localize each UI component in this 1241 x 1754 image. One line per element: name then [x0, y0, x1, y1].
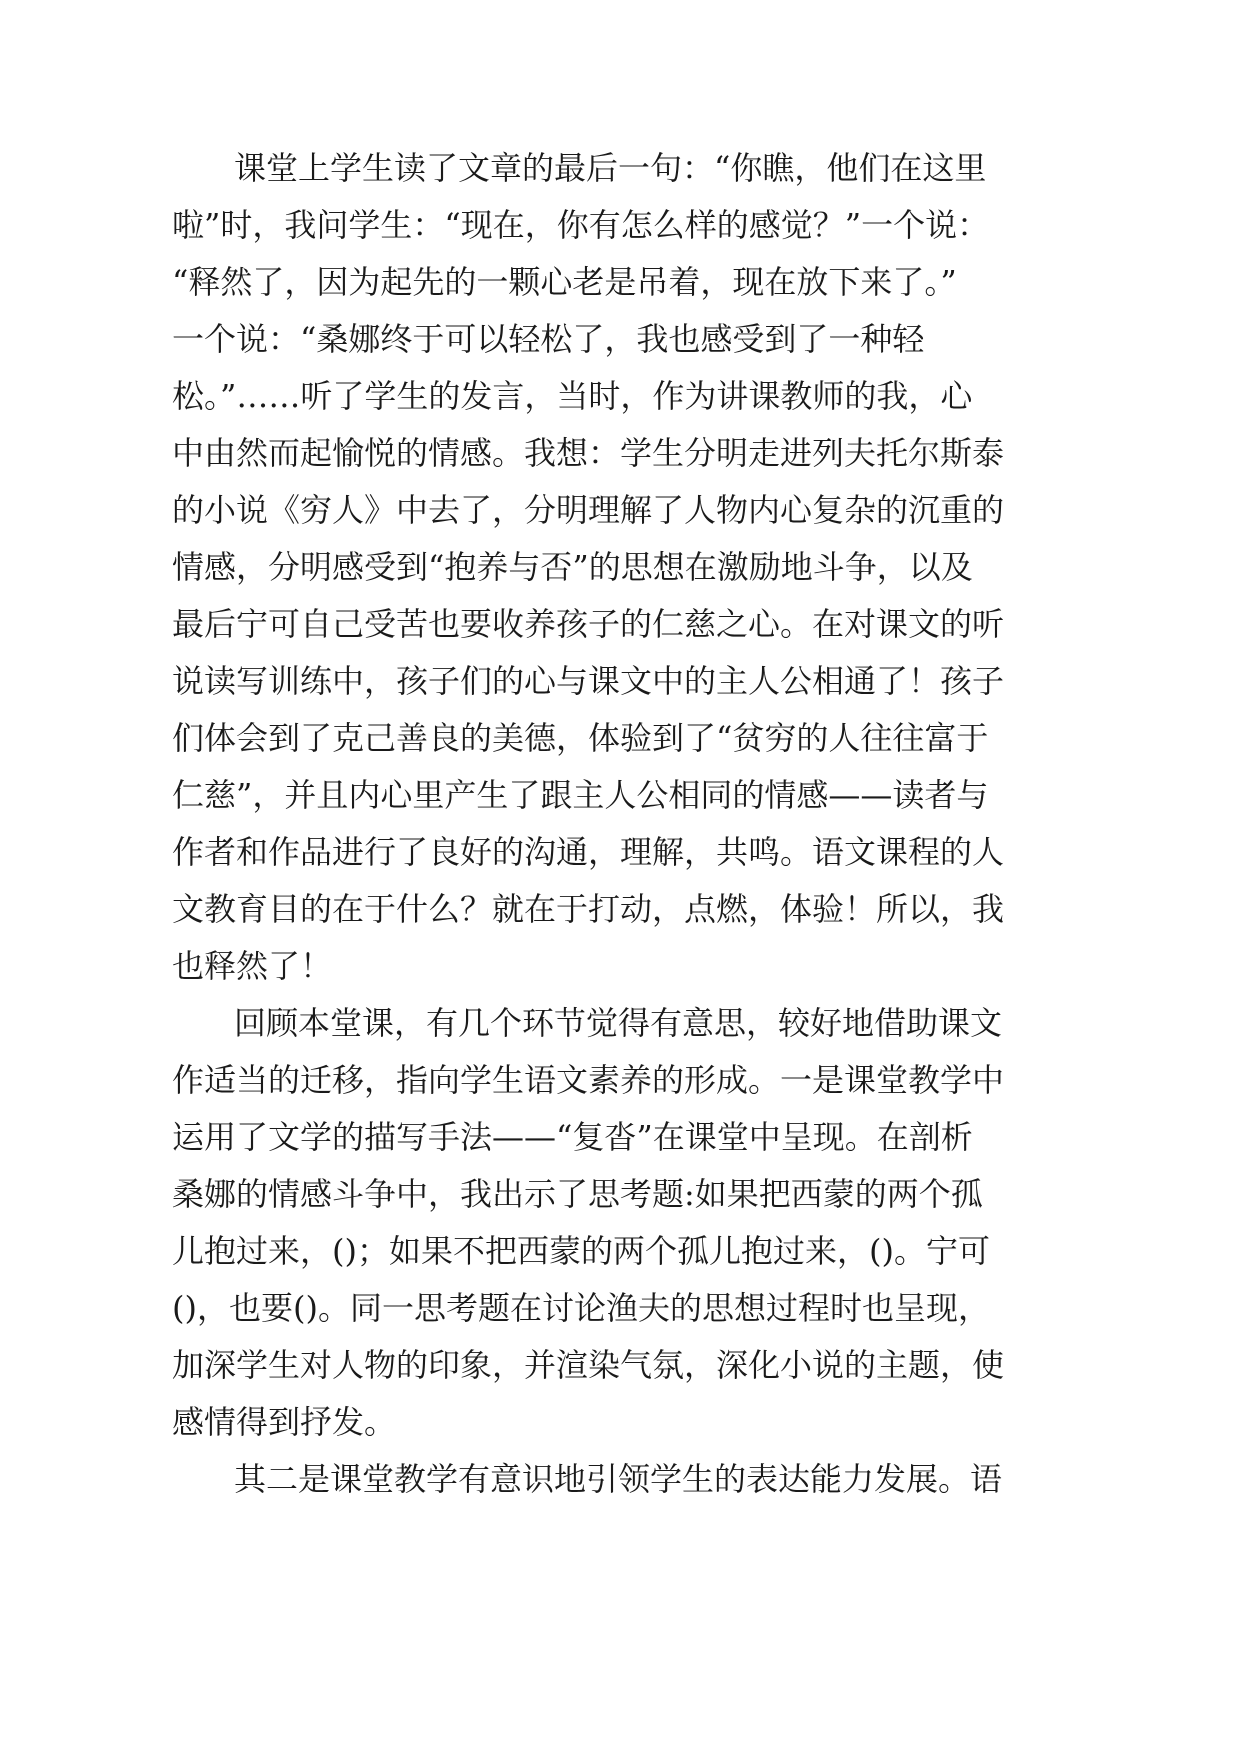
- text-line: 感情得到抒发。: [172, 1403, 397, 1441]
- text-line: “释然了，因为起先的一颗心老是吊着，现在放下来了。”: [172, 263, 957, 301]
- text-line: 桑娜的情感斗争中，我出示了思考题:如果把西蒙的两个孤: [172, 1175, 983, 1213]
- text-line: 中由然而起愉悦的情感。我想：学生分明走进列夫托尔斯泰: [172, 434, 1005, 472]
- text-line: 的小说《穷人》中去了，分明理解了人物内心复杂的沉重的: [172, 491, 1005, 529]
- text-line: 最后宁可自己受苦也要收养孩子的仁慈之心。在对课文的听: [172, 605, 1005, 643]
- text-line: 回顾本堂课，有几个环节觉得有意思，较好地借助课文: [234, 1004, 1003, 1042]
- text-line: ()，也要()。同一思考题在讨论渔夫的思想过程时也呈现，: [172, 1289, 990, 1327]
- text-line: 作者和作品进行了良好的沟通，理解，共鸣。语文课程的人: [172, 833, 1005, 871]
- text-line: 也释然了！: [172, 947, 333, 985]
- text-line: 课堂上学生读了文章的最后一句：“你瞧，他们在这里: [234, 149, 987, 187]
- text-line: 文教育目的在于什么？就在于打动，点燃，体验！所以，我: [172, 890, 1005, 928]
- text-line: 松。”……听了学生的发言，当时，作为讲课教师的我，心: [172, 377, 973, 415]
- text-line: 们体会到了克己善良的美德，体验到了“贫穷的人往往富于: [172, 719, 989, 757]
- text-line: 加深学生对人物的印象，并渲染气氛，深化小说的主题，使: [172, 1346, 1005, 1384]
- text-line: 儿抱过来，()；如果不把西蒙的两个孤儿抱过来，()。宁可: [172, 1232, 990, 1270]
- text-line: 作适当的迁移，指向学生语文素养的形成。一是课堂教学中: [172, 1061, 1005, 1099]
- text-line: 啦”时，我问学生：“现在，你有怎么样的感觉？”一个说：: [172, 206, 990, 244]
- text-line: 说读写训练中，孩子们的心与课文中的主人公相通了！孩子: [172, 662, 1005, 700]
- text-line: 运用了文学的描写手法——“复沓”在课堂中呈现。在剖析: [172, 1118, 973, 1156]
- text-line: 仁慈”，并且内心里产生了跟主人公相同的情感——读者与: [172, 776, 989, 814]
- text-line: 一个说：“桑娜终于可以轻松了，我也感受到了一种轻: [172, 320, 925, 358]
- text-line: 其二是课堂教学有意识地引领学生的表达能力发展。语: [234, 1460, 1003, 1498]
- text-line: 情感，分明感受到“抱养与否”的思想在激励地斗争，以及: [172, 548, 973, 586]
